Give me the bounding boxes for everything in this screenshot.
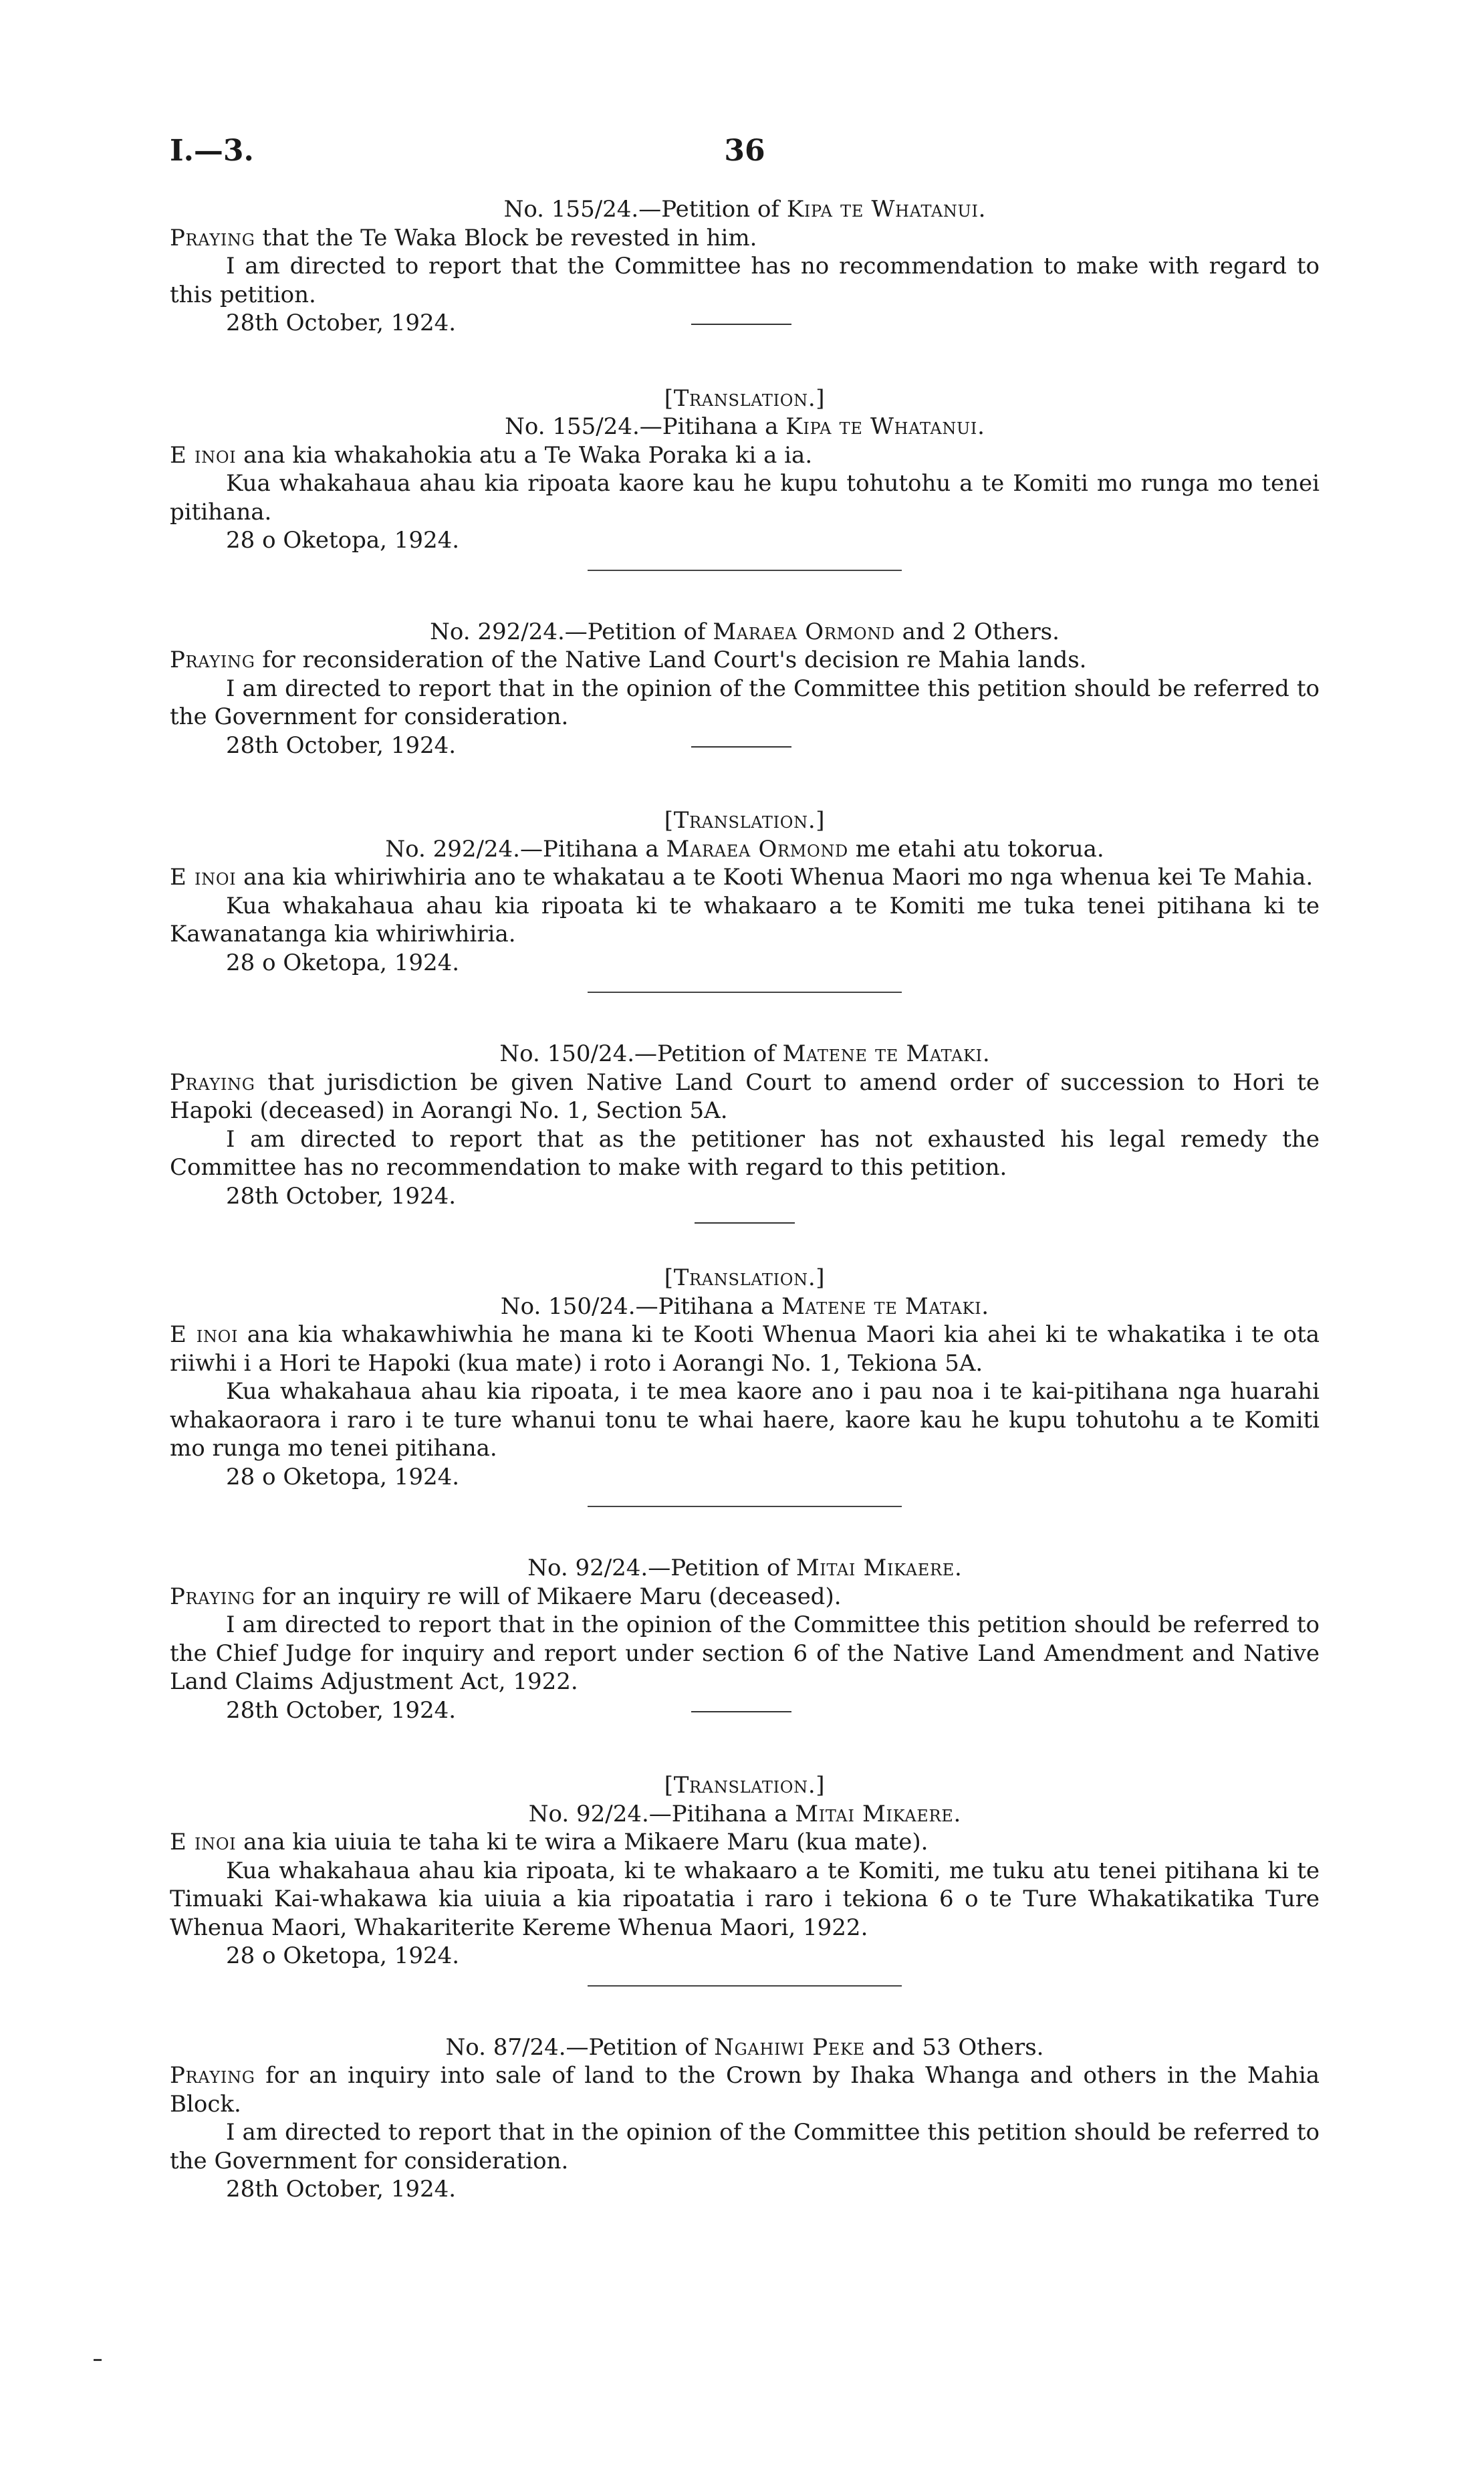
report-paragraph: Kua whakahaua ahau kia ripoata ki te whakaaro a te Komiti me tuka tenei pitihana ki te Kawanatanga kia whiriwhiria. — [170, 892, 1320, 947]
praying-paragraph: Praying that the Te Waka Block be revested in him. — [170, 224, 757, 251]
report-paragraph: Kua whakahaua ahau kia ripoata kaore kau he kupu tohutohu a te Komiti mo runga mo tenei pitihana. — [170, 470, 1320, 526]
report-paragraph: Kua whakahaua ahau kia ripoata, ki te whakaaro a te Komiti, me tuku atu tenei pitihana ki te Timuaki Kai-whakawa kia uiuia a kia ripoatatia i raro i tekiona 6 o te Ture Whakatikatika Ture Whenua Maori, Whakariterite Kereme Whenua Maori, 1922. — [170, 1857, 1320, 1941]
translation-section — [170, 1771, 1320, 1970]
petition-section — [170, 195, 1320, 338]
translation-section — [170, 384, 1320, 555]
translation-label: [Translation.] — [664, 384, 826, 412]
report-paragraph: I am directed to report that the Committee has no recommendation to make with regard to this petition. — [170, 253, 1320, 308]
translation-label: [Translation.] — [664, 1772, 826, 1799]
report-paragraph: I am directed to report that in the opinion of the Committee this petition should be referred to the Chief Judge for inquiry and report under section 6 of the Native Land Amendment and Native Land Claims Adjustment Act, 1922. — [170, 1611, 1320, 1695]
document-reference: I.—3. — [170, 134, 254, 168]
praying-paragraph: Praying that jurisdiction be given Native Land Court to amend order of succession to Hori te Hapoki (deceased) in Aorangi No. 1, Section 5A. — [170, 1068, 1320, 1124]
petition-section — [170, 1040, 1320, 1210]
translation-section — [170, 1264, 1320, 1491]
petition-date: 28 o Oketopa, 1924. — [226, 949, 460, 976]
petition-heading: No. 155/24.—Pitihana a Kipa te Whatanui. — [505, 413, 985, 440]
page-number: 36 — [724, 134, 765, 168]
praying-paragraph: E inoi ana kia whakahokia atu a Te Waka Poraka ki a ia. — [170, 441, 813, 469]
section-divider — [588, 1506, 902, 1507]
translation-label: [Translation.] — [664, 807, 826, 834]
short-rule — [695, 1222, 795, 1224]
petition-date: 28th October, 1924. — [226, 1696, 457, 1724]
section-divider — [588, 1985, 902, 1987]
petition-date: 28th October, 1924. — [226, 731, 457, 759]
section-divider — [588, 570, 902, 571]
short-rule — [691, 746, 791, 748]
report-paragraph: I am directed to report that in the opinion of the Committee this petition should be referred to the Government for consideration. — [170, 675, 1320, 730]
petition-heading: No. 292/24.—Petition of Maraea Ormond and 2 Others. — [430, 618, 1060, 645]
petition-section — [170, 2033, 1320, 2204]
petition-date: 28 o Oketopa, 1924. — [226, 1942, 460, 1969]
document-page — [170, 132, 1320, 2204]
short-rule — [691, 1711, 791, 1712]
translation-label: [Translation.] — [664, 1264, 826, 1291]
petition-section — [170, 1554, 1320, 1724]
praying-paragraph: E inoi ana kia whiriwhiria ano te whakatau a te Kooti Whenua Maori mo nga whenua kei Te Mahia. — [170, 864, 1314, 891]
petition-heading: No. 155/24.—Petition of Kipa te Whatanui. — [503, 196, 986, 223]
section-divider — [588, 992, 902, 993]
running-head — [170, 132, 1320, 179]
margin-mark — [94, 2359, 102, 2361]
petition-heading: No. 92/24.—Pitihana a Mitai Mikaere. — [528, 1800, 961, 1827]
praying-paragraph: Praying for an inquiry re will of Mikaere Maru (deceased). — [170, 1583, 842, 1610]
petition-date: 28th October, 1924. — [226, 1182, 457, 1210]
praying-paragraph: E inoi ana kia uiuia te taha ki te wira a Mikaere Maru (kua mate). — [170, 1829, 929, 1855]
petition-heading: No. 92/24.—Petition of Mitai Mikaere. — [527, 1555, 962, 1581]
praying-paragraph: Praying for an inquiry into sale of land to the Crown by Ihaka Whanga and others in the Mahia Block. — [170, 2062, 1320, 2118]
translation-section — [170, 806, 1320, 977]
petition-heading: No. 292/24.—Pitihana a Maraea Ormond me etahi atu tokorua. — [385, 835, 1104, 863]
petition-date: 28th October, 1924. — [226, 2176, 457, 2203]
petition-heading: No. 87/24.—Petition of Ngahiwi Peke and 53 Others. — [445, 2033, 1044, 2061]
report-paragraph: I am directed to report that as the petitioner has not exhausted his legal remedy the Committee has no recommendation to make with regard to this petition. — [170, 1125, 1320, 1181]
petition-section — [170, 618, 1320, 760]
short-rule — [691, 324, 791, 325]
report-paragraph: I am directed to report that in the opinion of the Committee this petition should be referred to the Government for consideration. — [170, 2119, 1320, 2174]
petition-heading: No. 150/24.—Pitihana a Matene te Mataki. — [500, 1292, 989, 1320]
praying-paragraph: E inoi ana kia whakawhiwhia he mana ki te Kooti Whenua Maori kia ahei ki te whakatika i te ota riiwhi i a Hori te Hapoki (kua mate) i roto i Aorangi No. 1, Tekiona 5A. — [170, 1321, 1320, 1377]
praying-paragraph: Praying for reconsideration of the Native Land Court's decision re Mahia lands. — [170, 647, 1087, 673]
petition-date: 28th October, 1924. — [226, 310, 457, 336]
petition-date: 28 o Oketopa, 1924. — [226, 1463, 460, 1490]
petition-heading: No. 150/24.—Petition of Matene te Mataki. — [499, 1040, 990, 1067]
report-paragraph: Kua whakahaua ahau kia ripoata, i te mea kaore ano i pau noa i te kai-pitihana nga huarahi whakaoraora i raro i te ture whanui tonu te whai haere, kaore kau he kupu tohutohu a te Komiti mo runga mo tenei pitihana. — [170, 1378, 1320, 1462]
petition-date: 28 o Oketopa, 1924. — [226, 527, 460, 554]
